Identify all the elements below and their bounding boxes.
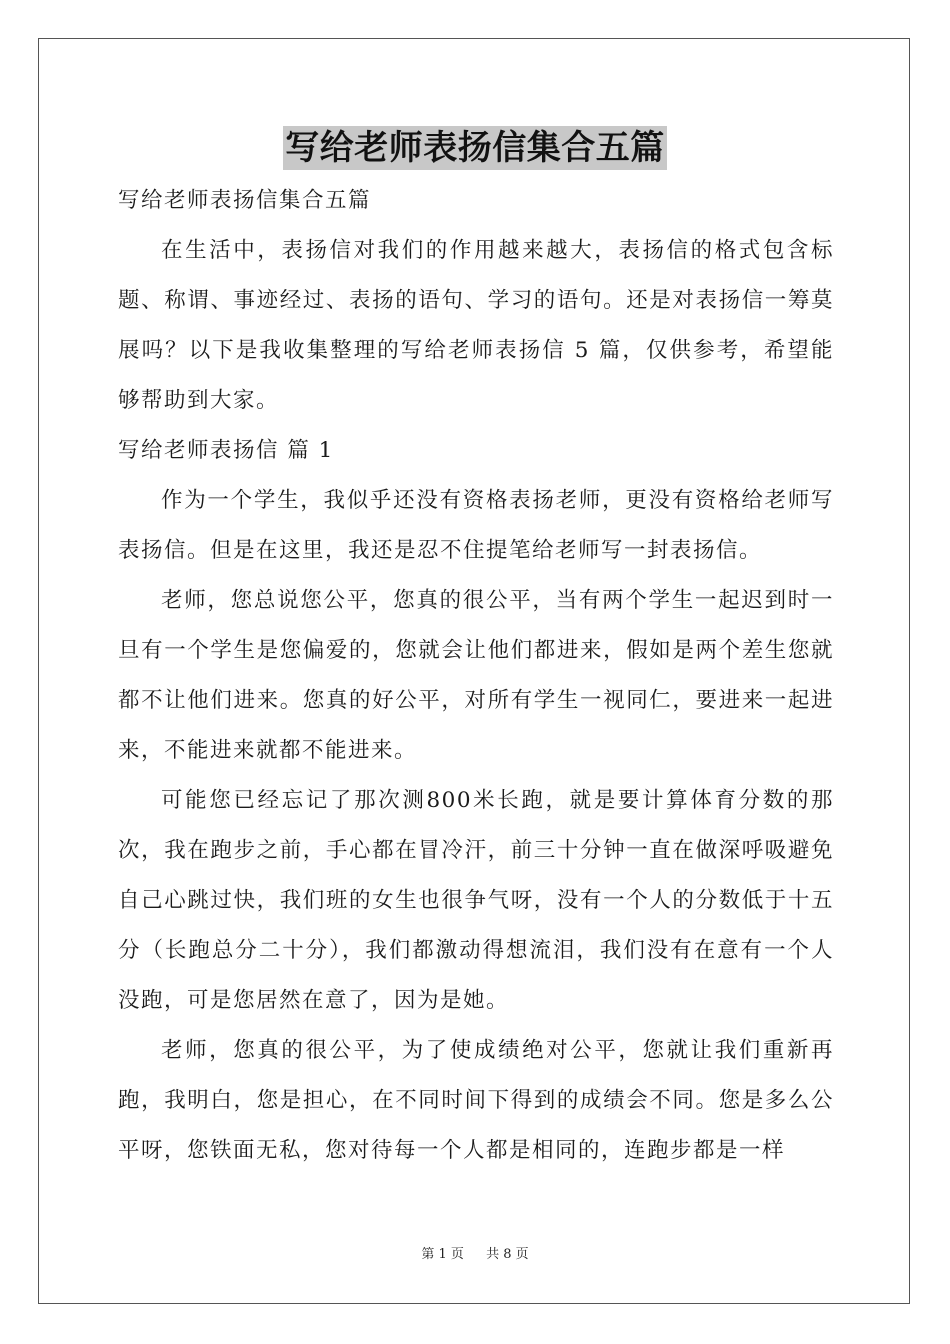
body-paragraph: 在生活中，表扬信对我们的作用越来越大，表扬信的格式包含标题、称谓、事迹经过、表扬的语句、学习的语句。还是对表扬信一筹莫展吗？以下是我收集整理的写给老师表扬信 5 篇，仅供参考，希望能够帮助到大家。: [118, 238, 834, 413]
page-total: 共 8 页: [486, 1247, 529, 1262]
body-paragraph: 作为一个学生，我似乎还没有资格表扬老师，更没有资格给老师写表扬信。但是在这里，我还是忍不住提笔给老师写一封表扬信。: [118, 488, 834, 563]
body-paragraph: 可能您已经忘记了那次测800米长跑，就是要计算体育分数的那次，我在跑步之前，手心都在冒冷汗，前三十分钟一直在做深呼吸避免自己心跳过快，我们班的女生也很争气呀，没有一个人的分数低于十五分（长跑总分二十分），我们都激动得想流泪，我们没有在意有一个人没跑，可是您居然在意了，因为是她。: [118, 788, 834, 1013]
document-title: 写给老师表扬信集合五篇: [285, 128, 665, 168]
page-number: 第 1 页: [421, 1247, 464, 1262]
section-heading: 写给老师表扬信 篇 1: [118, 438, 334, 463]
section-heading: 写给老师表扬信集合五篇: [118, 188, 372, 213]
page-footer: [0, 1246, 950, 1264]
body-paragraph: 老师，您总说您公平，您真的很公平，当有两个学生一起迟到时一旦有一个学生是您偏爱的，您就会让他们都进来，假如是两个差生您就都不让他们进来。您真的好公平，对所有学生一视同仁，要进来一起进来，不能进来就都不能进来。: [118, 588, 834, 763]
document-body: [118, 176, 834, 1176]
body-paragraph: 老师，您真的很公平，为了使成绩绝对公平，您就让我们重新再跑，我明白，您是担心，在不同时间下得到的成绩会不同。您是多么公平呀，您铁面无私，您对待每一个人都是相同的，连跑步都是一样: [118, 1038, 834, 1163]
title-container: [0, 126, 950, 170]
